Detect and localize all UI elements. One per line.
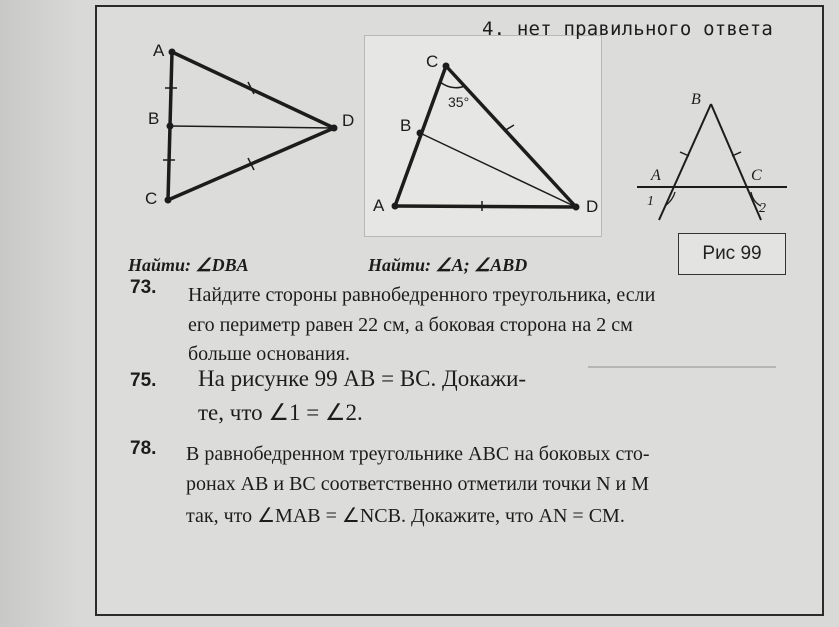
problem-78-line-3: так, что ∠MAB = ∠NCB. Докажите, что AN = CM. — [186, 505, 625, 527]
problem-73-line-1: Найдите стороны равнобедренного треугольника, если — [188, 284, 656, 306]
fig3-label-1: 1 — [647, 194, 654, 209]
fig3-label-2: 2 — [759, 201, 766, 216]
fig3-label-C: C — [751, 167, 762, 184]
fig1-side-AD — [172, 52, 334, 128]
fig3-label-B: B — [691, 91, 701, 108]
problem-78-line-2: ронах AB и BC соответственно отметили точки N и M — [186, 473, 650, 495]
fig2-label-C: C — [426, 52, 439, 71]
fig2-find-text: Найти: ∠A; ∠ABD — [368, 255, 528, 275]
fig1-label-C: C — [145, 189, 158, 208]
fig2-label-A: A — [373, 196, 385, 215]
problem-78-line-1: В равнобедренном треугольнике ABC на боковых сто- — [186, 443, 650, 465]
problem-73-line-3: больше основания. — [188, 343, 351, 365]
fig2-segment-BD — [420, 133, 576, 207]
fig3-line-BA — [659, 104, 711, 220]
fig1-label-B: B — [148, 109, 160, 128]
problem-78-number: 78. — [130, 438, 157, 459]
fig1-find-text: Найти: ∠DBA — [128, 255, 249, 275]
problem-75-number: 75. — [130, 370, 157, 391]
figure-3 — [625, 88, 790, 228]
answer-option-4: 4. нет правильного ответа — [482, 18, 773, 40]
fig1-label-D: D — [342, 111, 355, 130]
fig2-label-B: B — [400, 116, 412, 135]
fig2-side-AD — [395, 206, 576, 207]
pencil-line — [588, 366, 776, 368]
problem-75-line-2: те, что ∠1 = ∠2. — [198, 400, 363, 425]
fig3-label-A: A — [651, 167, 661, 184]
fig1-label-A: A — [153, 41, 165, 60]
fig2-angle-label: 35° — [448, 94, 470, 110]
problem-75-line-1: На рисунке 99 AB = BC. Докажи- — [198, 366, 527, 391]
fig2-label-D: D — [586, 197, 599, 216]
figure-2 — [364, 45, 614, 220]
fig3-line-BC — [711, 104, 761, 220]
fig2-side-CD — [446, 66, 576, 207]
figure-99-caption: Рис 99 — [678, 233, 786, 275]
page-margin — [0, 0, 80, 627]
problem-73-line-2: его периметр равен 22 см, а боковая сторона на 2 см — [188, 314, 633, 336]
figure-1 — [130, 40, 360, 220]
problem-73-number: 73. — [130, 277, 157, 298]
fig1-segment-BD — [170, 126, 334, 128]
